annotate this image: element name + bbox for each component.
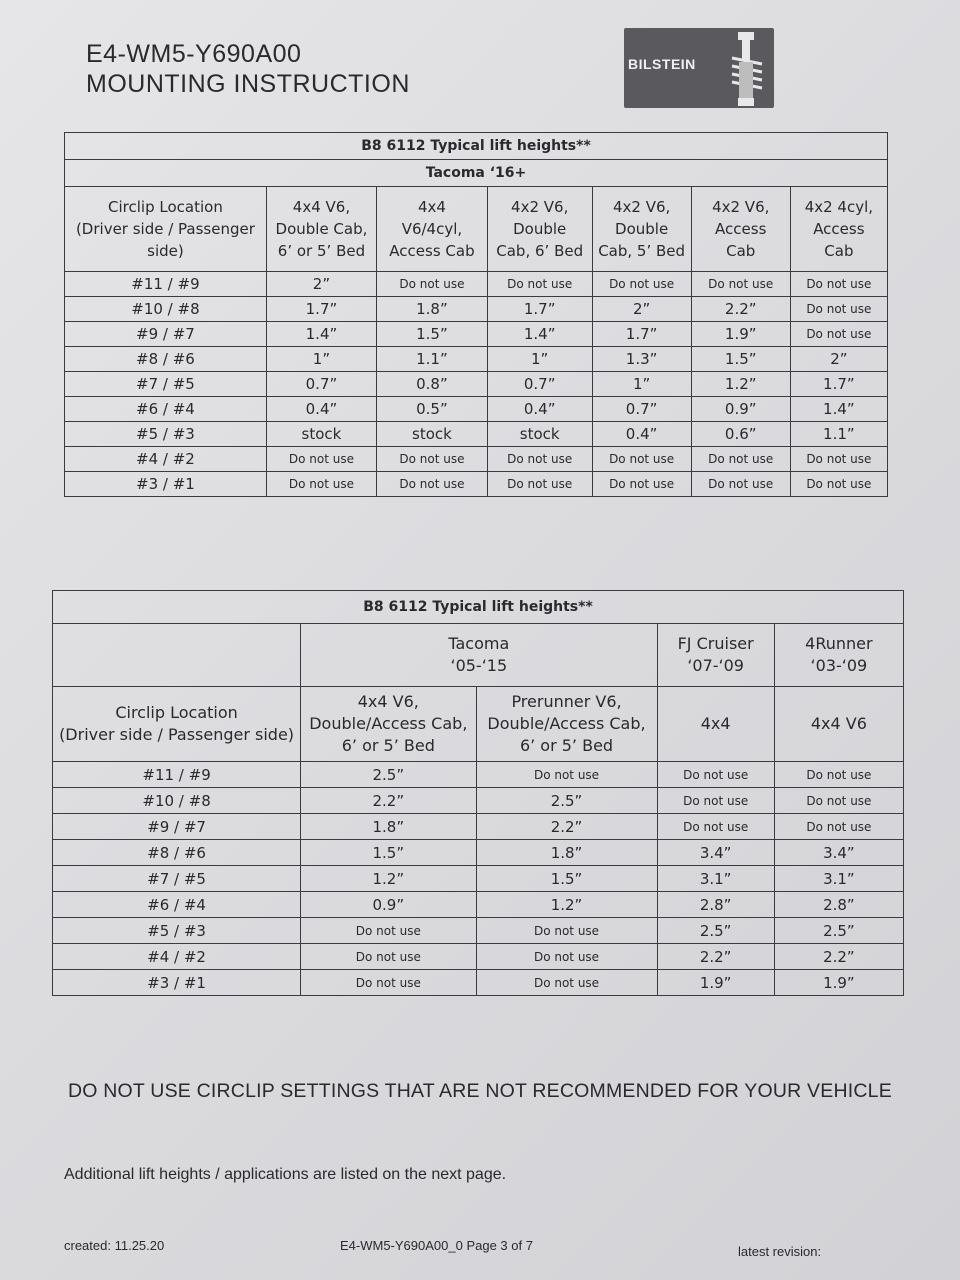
header-line: 4Runner — [805, 634, 873, 653]
header-line: Prerunner V6, — [511, 692, 622, 711]
header-line: Cab, 6’ Bed — [496, 242, 584, 260]
table-row — [65, 447, 888, 472]
table-row — [53, 944, 904, 970]
lift-height-value: 0.4” — [592, 422, 691, 447]
lift-height-value: 2.2” — [476, 814, 657, 840]
lift-height-value: Do not use — [774, 762, 903, 788]
document-code: E4-WM5-Y690A00 — [86, 40, 302, 68]
table-row — [65, 272, 888, 297]
lift-height-value: 0.9” — [691, 397, 790, 422]
table-row — [65, 472, 888, 497]
column-header — [691, 187, 790, 272]
lift-height-value: 1.7” — [266, 297, 376, 322]
table-row — [65, 297, 888, 322]
lift-height-value: Do not use — [790, 322, 887, 347]
vehicle-group-row — [53, 624, 904, 687]
header-line: Double — [513, 220, 567, 238]
header-line: 4x2 4cyl, — [804, 198, 874, 216]
lift-height-value: Do not use — [476, 944, 657, 970]
header-line: ‘07-‘09 — [687, 656, 744, 675]
lift-height-value: 1.7” — [487, 297, 592, 322]
lift-height-value: 0.4” — [487, 397, 592, 422]
lift-height-value: 0.8” — [377, 372, 488, 397]
lift-height-table-tacoma-16 — [64, 132, 888, 497]
table-caption: B8 6112 Typical lift heights** — [65, 133, 888, 160]
circlip-location: #3 / #1 — [53, 970, 301, 996]
lift-height-value: Do not use — [657, 788, 774, 814]
table-row — [53, 866, 904, 892]
lift-height-value: Do not use — [266, 447, 376, 472]
lift-height-value: Do not use — [301, 970, 476, 996]
lift-height-value: 1.1” — [377, 347, 488, 372]
column-header — [592, 187, 691, 272]
lift-height-value: 1.2” — [691, 372, 790, 397]
table-row — [53, 814, 904, 840]
logo-text: BILSTEIN — [628, 56, 696, 72]
lift-height-value: Do not use — [301, 918, 476, 944]
lift-height-value: 2.5” — [301, 762, 476, 788]
vehicle-group — [774, 624, 903, 687]
header-line: Cab, 5’ Bed — [598, 242, 686, 260]
vehicle-group — [657, 624, 774, 687]
lift-height-value: 2.2” — [691, 297, 790, 322]
document-title: MOUNTING INSTRUCTION — [86, 70, 410, 98]
lift-height-value: stock — [377, 422, 488, 447]
circlip-location: #10 / #8 — [53, 788, 301, 814]
header-line: 4x4 — [417, 198, 446, 216]
circlip-location: #4 / #2 — [65, 447, 267, 472]
lift-height-value: Do not use — [476, 918, 657, 944]
header-line: ‘05-‘15 — [450, 656, 508, 675]
lift-height-value: Do not use — [774, 788, 903, 814]
header-line: 4x4 — [700, 714, 731, 733]
circlip-location-header — [53, 687, 301, 762]
circlip-location: #3 / #1 — [65, 472, 267, 497]
lift-height-value: 2.5” — [476, 788, 657, 814]
bilstein-logo — [624, 28, 774, 108]
lift-height-value: 0.7” — [487, 372, 592, 397]
lift-height-value: 3.1” — [774, 866, 903, 892]
header-line: 4x2 V6, — [511, 198, 569, 216]
page-number: E4-WM5-Y690A00_0 Page 3 of 7 — [340, 1238, 533, 1253]
lift-height-value: 2” — [592, 297, 691, 322]
column-header — [377, 187, 488, 272]
header-line: Double/Access Cab, — [487, 714, 646, 733]
circlip-location: #8 / #6 — [53, 840, 301, 866]
header-line: Double — [615, 220, 669, 238]
circlip-location: #5 / #3 — [65, 422, 267, 447]
circlip-warning: DO NOT USE CIRCLIP SETTINGS THAT ARE NOT RECOMMENDED FOR YOUR VEHICLE — [68, 1080, 892, 1102]
header-line: Cab — [824, 242, 854, 260]
header-line: 4x4 V6, — [292, 198, 351, 216]
column-header — [487, 187, 592, 272]
circlip-location: #4 / #2 — [53, 944, 301, 970]
lift-height-value: 1.8” — [301, 814, 476, 840]
caption-row — [65, 133, 888, 160]
lift-height-value: Do not use — [790, 272, 887, 297]
lift-height-value: 1.9” — [774, 970, 903, 996]
lift-height-value: Do not use — [657, 814, 774, 840]
circlip-location: #6 / #4 — [65, 397, 267, 422]
header-line: (Driver side / Passenger side) — [75, 220, 255, 260]
header-line: V6/4cyl, — [401, 220, 463, 238]
lift-height-value: Do not use — [592, 272, 691, 297]
header-line: 6’ or 5’ Bed — [341, 736, 435, 755]
lift-height-value: 1.3” — [592, 347, 691, 372]
lift-height-value: 1.7” — [790, 372, 887, 397]
lift-height-value: 3.1” — [657, 866, 774, 892]
header-line: Double Cab, — [275, 220, 368, 238]
header-line: 4x2 V6, — [612, 198, 671, 216]
header-line: Double/Access Cab, — [309, 714, 468, 733]
next-page-note: Additional lift heights / applications are listed on the next page. — [64, 1166, 507, 1183]
lift-height-value: 1” — [266, 347, 376, 372]
column-header — [476, 687, 657, 762]
header-line: Circlip Location — [108, 198, 223, 216]
lift-height-value: stock — [266, 422, 376, 447]
circlip-location: #10 / #8 — [65, 297, 267, 322]
lift-height-value: 1.4” — [487, 322, 592, 347]
lift-height-value: Do not use — [266, 472, 376, 497]
table-row — [65, 372, 888, 397]
lift-height-value: Do not use — [790, 472, 887, 497]
lift-height-value: 2.2” — [774, 944, 903, 970]
column-header — [266, 187, 376, 272]
header-line: Cab — [726, 242, 756, 260]
caption-row — [53, 591, 904, 624]
circlip-location: #11 / #9 — [53, 762, 301, 788]
lift-height-value: Do not use — [774, 814, 903, 840]
lift-height-value: 1.4” — [790, 397, 887, 422]
lift-height-value: 0.7” — [266, 372, 376, 397]
header-line: 6’ or 5’ Bed — [519, 736, 614, 755]
lift-height-value: 1.9” — [691, 322, 790, 347]
column-header-row — [65, 187, 888, 272]
circlip-location: #8 / #6 — [65, 347, 267, 372]
header-line: Access — [715, 220, 767, 238]
lift-height-value: 1” — [592, 372, 691, 397]
circlip-location: #7 / #5 — [65, 372, 267, 397]
lift-height-value: Do not use — [487, 447, 592, 472]
circlip-location: #9 / #7 — [65, 322, 267, 347]
lift-height-value: Do not use — [592, 447, 691, 472]
header-line: 4x2 V6, — [712, 198, 770, 216]
header-line: 4x4 V6 — [810, 714, 867, 733]
lift-height-value: 1.5” — [476, 866, 657, 892]
lift-height-value: Do not use — [377, 272, 488, 297]
lift-height-value: Do not use — [487, 272, 592, 297]
header-line: Access — [813, 220, 865, 238]
column-header — [790, 187, 887, 272]
column-header — [774, 687, 903, 762]
vehicle-group — [301, 624, 657, 687]
header-line: 6’ or 5’ Bed — [277, 242, 366, 260]
lift-height-value: Do not use — [691, 472, 790, 497]
table-row — [53, 762, 904, 788]
lift-height-value: Do not use — [377, 447, 488, 472]
lift-height-value: 2” — [266, 272, 376, 297]
lift-height-value: Do not use — [790, 297, 887, 322]
lift-height-value: 2.5” — [657, 918, 774, 944]
lift-height-value: 1.2” — [476, 892, 657, 918]
header-line: ‘03-‘09 — [810, 656, 868, 675]
lift-height-value: Do not use — [592, 472, 691, 497]
created-date: created: 11.25.20 — [64, 1238, 165, 1253]
lift-height-value: 0.4” — [266, 397, 376, 422]
lift-height-value: 3.4” — [774, 840, 903, 866]
lift-height-value: 0.9” — [301, 892, 476, 918]
table-row — [53, 788, 904, 814]
lift-height-value: Do not use — [691, 447, 790, 472]
table-row — [53, 970, 904, 996]
lift-height-value: 2.5” — [774, 918, 903, 944]
lift-height-value: Do not use — [657, 762, 774, 788]
lift-height-value: 1.1” — [790, 422, 887, 447]
lift-height-value: Do not use — [301, 944, 476, 970]
table-row — [65, 422, 888, 447]
lift-height-value: 1.7” — [592, 322, 691, 347]
lift-height-value: 1.8” — [476, 840, 657, 866]
lift-height-value: Do not use — [487, 472, 592, 497]
table-row — [65, 347, 888, 372]
lift-height-value: 1.5” — [301, 840, 476, 866]
lift-height-value: 1.9” — [657, 970, 774, 996]
column-header — [657, 687, 774, 762]
lift-height-value: 2.2” — [301, 788, 476, 814]
column-header-row — [53, 687, 904, 762]
table-caption: B8 6112 Typical lift heights** — [53, 591, 904, 624]
lift-height-value: 2.8” — [774, 892, 903, 918]
column-header — [301, 687, 476, 762]
lift-height-value: 1.4” — [266, 322, 376, 347]
circlip-location: #11 / #9 — [65, 272, 267, 297]
header-line: FJ Cruiser — [677, 634, 754, 653]
header-line: 4x4 V6, — [357, 692, 419, 711]
circlip-location: #7 / #5 — [53, 866, 301, 892]
lift-height-value: stock — [487, 422, 592, 447]
lift-height-value: 2” — [790, 347, 887, 372]
vehicle-row — [65, 160, 888, 187]
header-line: Circlip Location — [115, 703, 238, 722]
table-row — [53, 892, 904, 918]
header-line: Tacoma — [448, 634, 510, 653]
table-row — [53, 918, 904, 944]
lift-height-value: 0.5” — [377, 397, 488, 422]
lift-height-value: 2.2” — [657, 944, 774, 970]
shock-absorber-icon — [720, 28, 774, 108]
lift-height-value: Do not use — [476, 970, 657, 996]
lift-height-value: 1.5” — [377, 322, 488, 347]
lift-height-value: Do not use — [476, 762, 657, 788]
vehicle-name: Tacoma ‘16+ — [65, 160, 888, 187]
lift-height-value: Do not use — [691, 272, 790, 297]
lift-height-value: 1.8” — [377, 297, 488, 322]
table-row — [53, 840, 904, 866]
circlip-location: #5 / #3 — [53, 918, 301, 944]
table-row — [65, 322, 888, 347]
latest-revision: latest revision: — [738, 1244, 822, 1259]
lift-height-value: 0.7” — [592, 397, 691, 422]
header-line: Access Cab — [389, 242, 475, 260]
circlip-location: #6 / #4 — [53, 892, 301, 918]
blank-corner — [53, 624, 301, 687]
lift-height-value: 1.5” — [691, 347, 790, 372]
lift-height-value: Do not use — [377, 472, 488, 497]
table-row — [65, 397, 888, 422]
lift-height-value: Do not use — [790, 447, 887, 472]
circlip-location-header — [65, 187, 267, 272]
header-line: (Driver side / Passenger side) — [59, 725, 295, 744]
lift-height-table-tacoma-fj-4runner — [52, 590, 904, 996]
lift-height-value: 0.6” — [691, 422, 790, 447]
lift-height-value: 3.4” — [657, 840, 774, 866]
lift-height-value: 1” — [487, 347, 592, 372]
lift-height-value: 1.2” — [301, 866, 476, 892]
lift-height-value: 2.8” — [657, 892, 774, 918]
circlip-location: #9 / #7 — [53, 814, 301, 840]
